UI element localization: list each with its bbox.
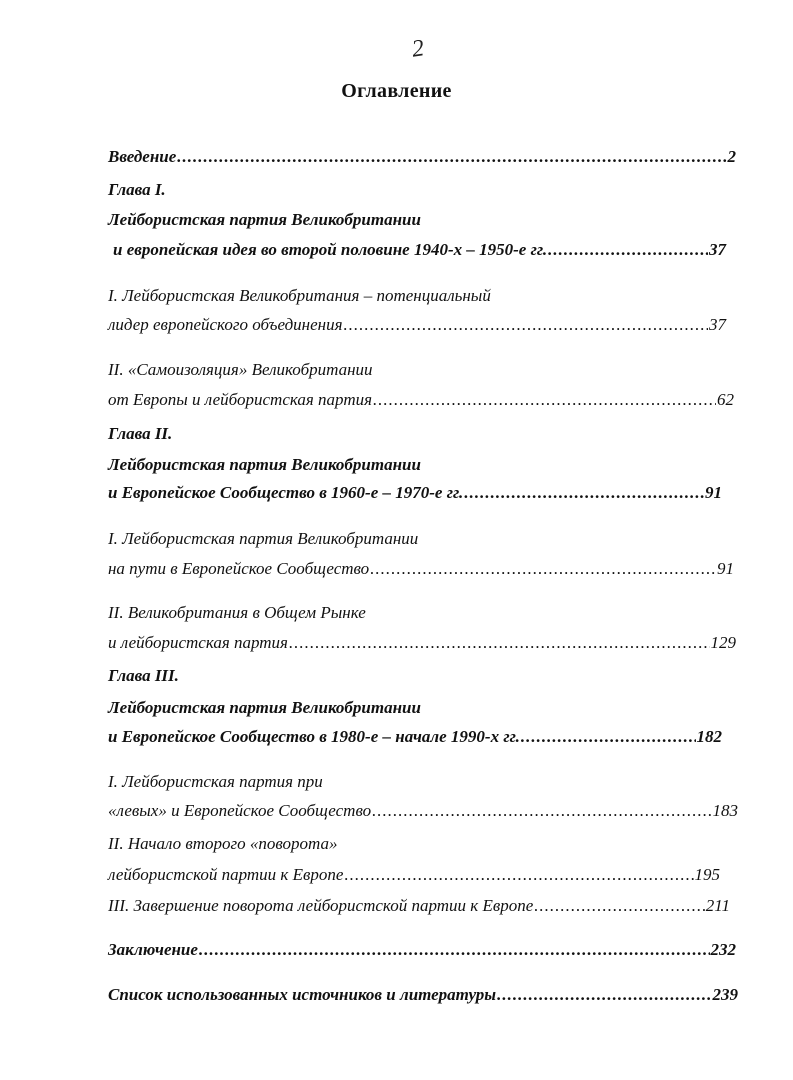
toc-page-number: 37 (709, 315, 726, 334)
section-3-2-title: II. Начало второго «поворота» (108, 834, 338, 853)
toc-entry-text: Заключение (108, 940, 198, 959)
toc-entry-text: лидер европейского объединения (108, 315, 343, 334)
toc-page-number: 91 (705, 483, 722, 502)
toc-entry-chapter-3[interactable] (108, 727, 722, 747)
dot-leader (199, 940, 710, 960)
toc-entry-section-3-1[interactable] (108, 801, 738, 821)
toc-page-number: 129 (710, 633, 736, 652)
toc-entry-conclusion[interactable] (108, 940, 736, 960)
dot-leader (289, 633, 710, 653)
dot-leader (344, 865, 693, 885)
dot-leader (497, 985, 711, 1005)
toc-entry-text: «левых» и Европейское Сообщество (108, 801, 372, 820)
chapter-3-heading: Глава III. (108, 666, 179, 685)
toc-page-number: 211 (705, 896, 730, 915)
toc-entry-chapter-1[interactable] (113, 240, 726, 260)
toc-entry-text: на пути в Европейское Сообщество (108, 559, 370, 578)
toc-entry-intro[interactable] (108, 147, 736, 167)
chapter-3-title: Лейбористская партия Великобритании (108, 698, 421, 717)
toc-entry-sources[interactable] (108, 985, 738, 1005)
toc-entry-section-1-2[interactable] (108, 390, 734, 410)
toc-entry-section-2-1[interactable] (108, 559, 734, 579)
toc-page-number: 195 (694, 865, 720, 884)
toc-entry-text: от Европы и лейбористская партия (108, 390, 373, 409)
chapter-1-title: Лейбористская партия Великобритании (108, 210, 421, 229)
toc-entry-section-3-3[interactable] (108, 896, 730, 916)
toc-entry-section-2-2[interactable] (108, 633, 736, 653)
toc-page-number: 2 (727, 147, 736, 166)
toc-entry-text: и Европейское Сообщество в 1980-е – начале 1990-х гг. (108, 727, 520, 746)
toc-entry-text: и лейбористская партия (108, 633, 288, 652)
dot-leader (548, 240, 708, 260)
toc-entry-chapter-2[interactable] (108, 483, 722, 503)
toc-entry-text: лейбористской партии к Европе (108, 865, 344, 884)
toc-entry-text: III. Завершение поворота лейбористской партии к Европе (108, 896, 534, 915)
toc-entry-text: и Европейское Сообщество в 1960-е – 1970-е гг. (108, 483, 464, 502)
dot-leader (521, 727, 696, 747)
toc-entry-text: Введение (108, 147, 177, 166)
toc-page-number: 183 (712, 801, 738, 820)
toc-entry-section-1-1[interactable] (108, 315, 726, 335)
toc-entry-text: и европейская идея во второй половине 1940-х – 1950-е гг. (113, 240, 548, 259)
dot-leader (373, 390, 716, 410)
dot-leader (372, 801, 711, 821)
dot-leader (370, 559, 716, 579)
toc-page-number: 91 (717, 559, 734, 578)
toc-entry-text: Список использованных источников и литературы (108, 985, 497, 1004)
toc-page-number: 182 (696, 727, 722, 746)
dot-leader (464, 483, 704, 503)
toc-page-number: 62 (717, 390, 734, 409)
chapter-1-heading: Глава I. (108, 180, 166, 199)
section-1-2-title: II. «Самоизоляция» Великобритании (108, 360, 373, 379)
dot-leader (343, 315, 708, 335)
section-3-1-title: I. Лейбористская партия при (108, 772, 323, 791)
dot-leader (177, 147, 726, 167)
section-2-1-title: I. Лейбористская партия Великобритании (108, 529, 419, 548)
dot-leader (534, 896, 704, 916)
toc-page-number: 37 (709, 240, 726, 259)
toc-page-number: 239 (712, 985, 738, 1004)
toc-page-number: 232 (710, 940, 736, 959)
chapter-2-title: Лейбористская партия Великобритании (108, 455, 421, 474)
toc-entry-section-3-2[interactable] (108, 865, 720, 885)
section-1-1-title: I. Лейбористская Великобритания – потенциальный (108, 286, 491, 305)
page-title: Оглавление (341, 80, 452, 102)
section-2-2-title: II. Великобритания в Общем Рынке (108, 603, 366, 622)
handwritten-page-number: 2 (410, 35, 426, 63)
chapter-2-heading: Глава II. (108, 424, 173, 443)
